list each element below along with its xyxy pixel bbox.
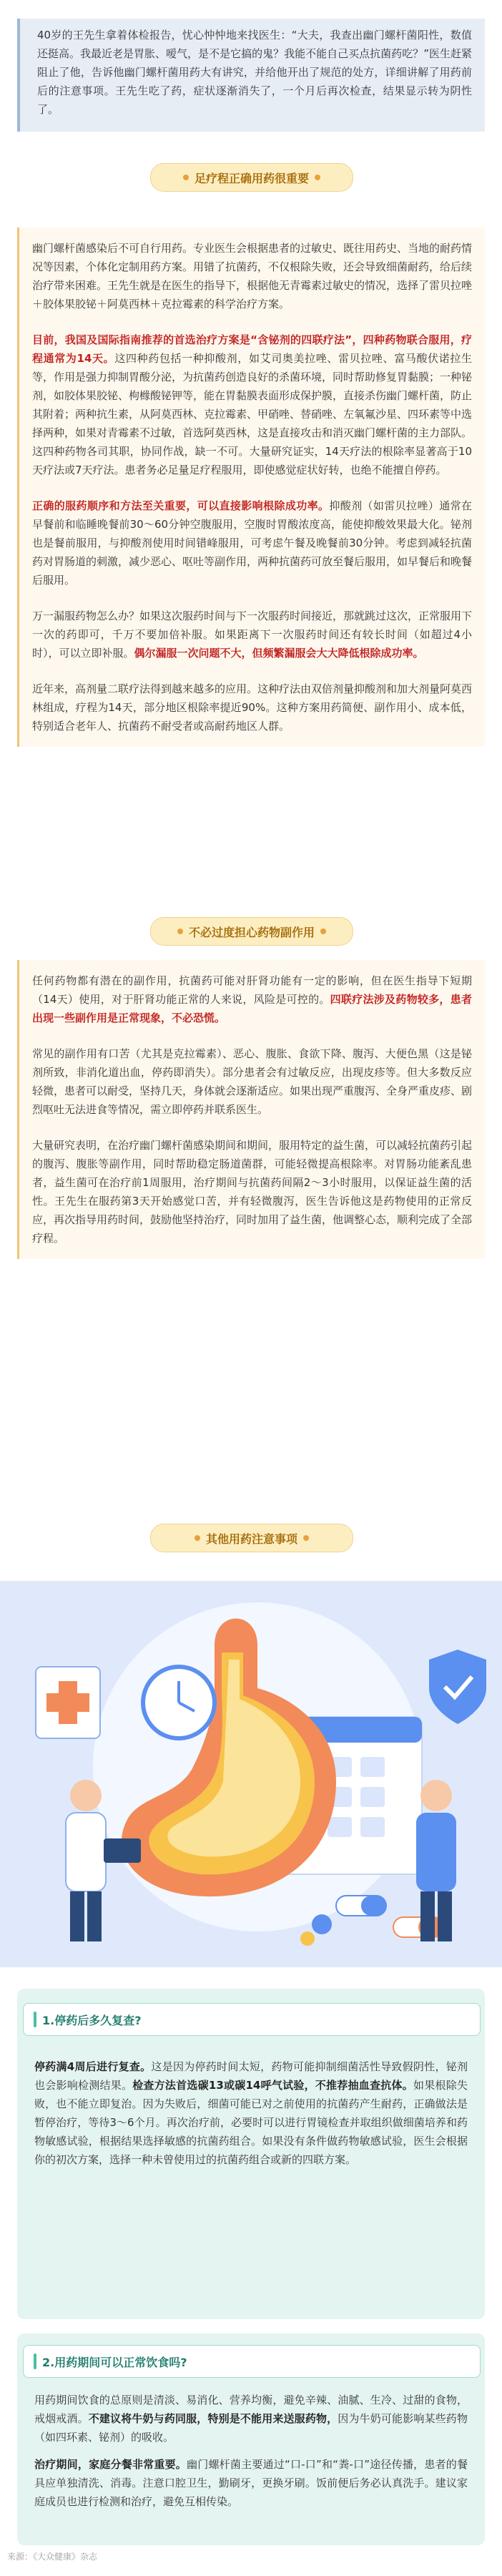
section2-p1-highlight: 四联疗法涉及药物较多，患者出现一些副作用是正常现象，不必恐慌。 xyxy=(32,993,472,1024)
stomach-medicine-illustration xyxy=(0,1581,502,1967)
section2-p3: 大量研究表明，在治疗幽门螺杆菌感染期间和期间，服用特定的益生菌，可以减轻抗菌药引起的腹泻、腹胀等副作用，同时帮助稳定肠道菌群，可能轻微提高根除率。对胃肠功能紊乱患者，益生菌可在治疗前1周服用，治疗期间与抗菌药间隔2～3小时服用，以保证益生菌的活性。王先生在服药第3天开始感觉口苦，并有轻微腹泻，医生告诉他这是药物使用的正常反应，再次指导用药时间，鼓励他坚持治疗，同时加用了益生菌，他调整心态，顺利完成了全部疗程。 xyxy=(32,1139,473,1245)
q1-highlight-1: 停药满4周后进行复查。 xyxy=(34,2060,152,2073)
q1-p1 xyxy=(34,2057,468,2169)
intro-card xyxy=(17,19,485,132)
section1-p1: 幽门螺杆菌感染后不可自行用药。专业医生会根据患者的过敏史、既往用药史、当地的耐药情况等因素，个体化定制用药方案。用错了抗菌药，不仅根除失败，还会导致细菌耐药，给后续治疗带来困难。王先生就是在医生的指导下，根据他无青霉素过敏史的情况，选择了雷贝拉唑＋胶体果胶铋＋阿莫西林＋克拉霉素的科学治疗方案。 xyxy=(32,242,473,310)
q2-title: 2.用药期间可以正常饮食吗? xyxy=(42,2355,187,2369)
pill-dot-icon xyxy=(177,929,183,934)
q2-text-1: 用药期间饮食的总原则是清淡、易消化、营养均衡，避免辛辣、油腻、生冷、过甜的食物，戒烟戒酒。 xyxy=(34,2394,468,2425)
section2-p1-text: 任何药物都有潜在的副作用，抗菌药可能对肝肾功能有一定的影响，但在医生指导下短期（14天）使用，对于肝肾功能正常的人来说，风险是可控的。 xyxy=(32,974,472,1006)
q2-title-box xyxy=(23,2345,481,2378)
q1-card xyxy=(17,1989,485,2319)
section2-title-pill xyxy=(150,917,353,946)
pill-dot-icon xyxy=(303,1535,309,1541)
pill-dot-icon xyxy=(183,175,189,180)
section1-title: 足疗程正确用药很重要 xyxy=(194,171,309,185)
section1-p3-highlight: 正确的服药顺序和方法至关重要，可以直接影响根除成功率。 xyxy=(32,499,330,512)
q2-bar-icon xyxy=(34,2354,36,2369)
q2-p2 xyxy=(34,2455,468,2511)
q2-highlight-2: 治疗期间，家庭分餐非常重要。 xyxy=(34,2458,187,2471)
section1-p4-highlight: 偶尔漏服一次问题不大，但频繁漏服会大大降低根除成功率。 xyxy=(134,647,424,660)
q1-highlight-2: 检查方法首选碳13或碳14呼气试验，不推荐抽血查抗体。 xyxy=(132,2079,413,2092)
q2-highlight-1: 不建议将牛奶与药同服，特别是不能用来送服药物， xyxy=(88,2412,338,2425)
section1-p4-text: 万一漏服药物怎么办？如果这次服药时间与下一次服药时间接近，那就跳过这次，正常服用下一次的药即可，千万不要加倍补服。如果距离下一次服药时间还有较长时间（如超过4小时），可以立即补服。 xyxy=(32,609,473,660)
section1-card xyxy=(17,227,485,747)
q2-p1 xyxy=(34,2391,468,2447)
section1-p5: 近年来，高剂量二联疗法得到越来越多的应用。这种疗法由双倍剂量抑酸剂和加大剂量阿莫西林组成，疗程为14天，部分地区根除率提近90%。这种方案用药简便、副作用小、成本低，特别适合老年人、抗菌药不耐受者或高耐药地区人群。 xyxy=(32,682,473,733)
q2-text-2: 因为牛奶可能影响某些药物（如四环素、铋剂）的吸收。 xyxy=(34,2412,468,2444)
section2-card xyxy=(17,960,485,1259)
q2-text-3: 幽门螺杆菌主要通过“口-口”和“粪-口”途径传播，患者的餐具应单独清洗、消毒。注意口腔卫生，勤刷牙，更换牙刷。饭前便后务必认真洗手。建议家庭成员也进行检测和治疗，避免互相传染。 xyxy=(34,2458,468,2508)
q1-text-2: 如果根除失败，也不能立即复治。因为失败后，细菌可能已对之前使用的抗菌药产生耐药，正确做法是暂停治疗，等待3～6个月。再次治疗前，必要时可以进行胃镜检查并取组织做细菌培养和药物敏感试验，根据结果选择敏感的抗菌药组合。如果没有条件做药物敏感试验，医生会根据你的初次方案，选择一种未曾使用过的抗菌药组合或新的四联方案。 xyxy=(34,2079,468,2166)
q1-title-box xyxy=(23,2003,481,2036)
pill-dot-icon xyxy=(195,1535,200,1541)
section1-p3-text: 抑酸剂（如雷贝拉唑）通常在早餐前和临睡晚餐前30～60分钟空腹服用，空腹时胃酸浓度高，能使抑酸效果最大化。铋剂也是餐前服用，与抑酸剂使用时间错峰服用，可考虑午餐及晚餐前30分钟。考虑到减轻抗菌药对胃肠道的刺激，减少恶心、呕吐等副作用，两种抗菌药可放至餐后服用，如早餐后和晚餐后服用。 xyxy=(32,499,473,587)
q1-bar-icon xyxy=(34,2012,36,2027)
section1-p2-text: 这四种药包括一种抑酸剂，如艾司奥美拉唑、雷贝拉唑、富马酸伏诺拉生等，作用是强力抑制胃酸分泌，为抗菌药创造良好的杀菌环境，同时帮助修复胃黏膜；一种铋剂，如胶体果胶铋、枸橼酸铋钾等，能在胃黏膜表面形成保护膜，直接杀伤幽门螺杆菌，防止其附着；两种抗生素，从阿莫西林、克拉霉素、甲硝唑、替硝唑、左氧氟沙星、四环素等中选择两种，如果对青霉素不过敏，首选阿莫西林，这是直接攻击和消灭幽门螺杆菌的主力部队。这四种药物各司其职，协同作战，缺一不可。大量研究证实，14天疗法的根除率显著高于10天疗法或7天疗法。患者务必足量足疗程服用，即使感觉症状好转，也绝不能擅自停药。 xyxy=(32,352,473,476)
section1-p3 xyxy=(32,496,472,589)
source-note: 来源：《大众健康》杂志 xyxy=(7,2552,98,2562)
section2-p2: 常见的副作用有口苦（尤其是克拉霉素）、恶心、腹胀、食欲下降、腹泻、大便色黑（这是铋剂所致，非消化道出血，停药即消失）。部分患者会有过敏反应，出现皮疹等。但大多数反应轻微，患者可以耐受，坚持几天，身体就会逐渐适应。如果出现严重腹泻、全身严重皮疹、剧烈呕吐无法进食等情况，需立即停药并联系医生。 xyxy=(32,1047,473,1116)
q1-title: 1.停药后多久复查? xyxy=(42,2013,142,2027)
section3-title: 其他用药注意事项 xyxy=(205,1532,297,1546)
q1-text-1: 这是因为停药时间太短，药物可能抑制细菌活性导致假阴性，铋剂也会影响检测结果。 xyxy=(34,2060,468,2092)
section2-title: 不必过度担心药物副作用 xyxy=(188,925,315,939)
section2-p1 xyxy=(32,971,472,1027)
intro-text: 40岁的王先生拿着体检报告，忧心忡忡地来找医生：“大夫，我查出幽门螺杆菌阳性，数值还挺高。我最近老是胃胀、嗳气，是不是它搞的鬼？我能不能自己买点抗菌药吃？”医生赶紧阻止了他，告诉他幽门螺杆菌用药大有讲究，并给他开出了规范的处方，详细讲解了用药前后的注意事项。王先生吃了药，症状逐渐消失了，一个月后再次检查，结果显示转为阴性了。 xyxy=(37,29,472,116)
pill-dot-icon xyxy=(320,929,326,934)
section1-p2-highlight: 目前，我国及国际指南推荐的首选治疗方案是“含铋剂的四联疗法”，四种药物联合服用，疗程通常为14天。 xyxy=(32,333,472,365)
section3-title-pill xyxy=(150,1524,353,1552)
section1-title-pill xyxy=(150,163,353,192)
section1-p2 xyxy=(32,330,472,479)
section1-p4 xyxy=(32,607,472,662)
pill-dot-icon xyxy=(315,175,320,180)
